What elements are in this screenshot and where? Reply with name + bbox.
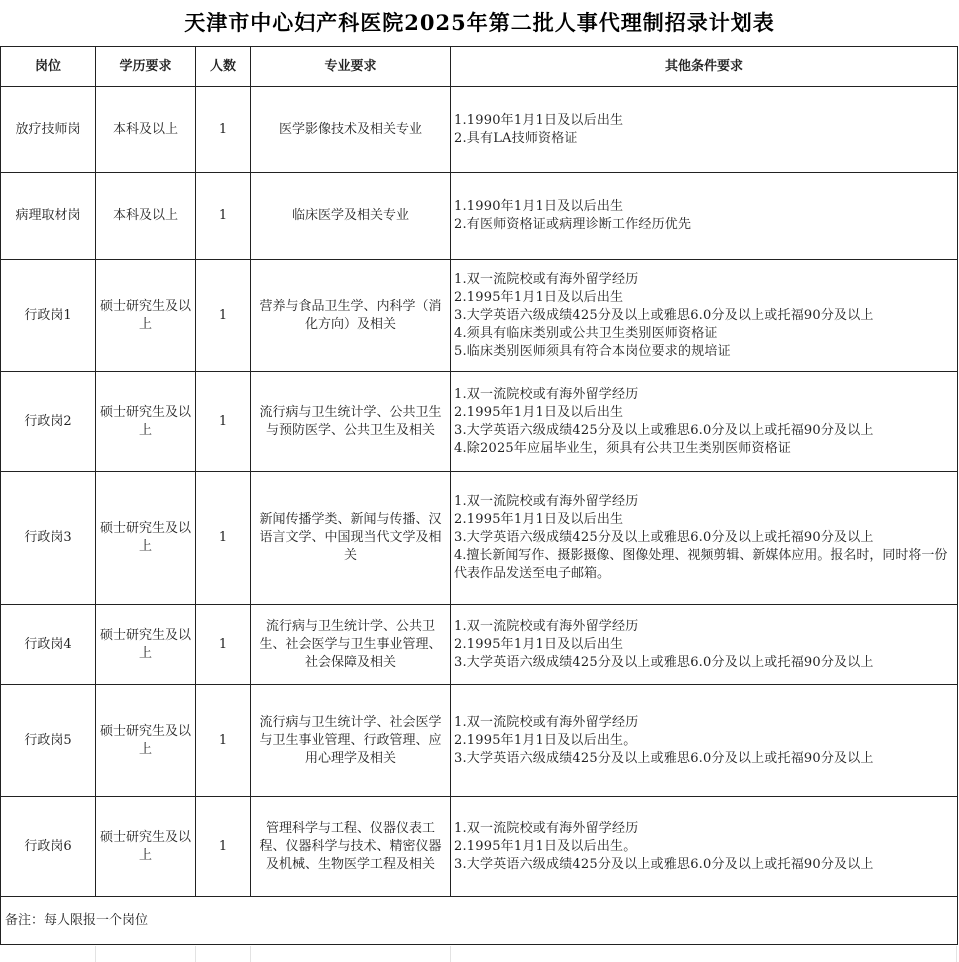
condition-line: 3.大学英语六级成绩425分及以上或雅思6.0分及以上或托福90分及以上 [454,856,874,872]
condition-line: 2.1995年1月1日及以后出生 [454,512,624,527]
condition-line: 1.1990年1月1日及以后出生 [454,112,624,128]
condition-line: 1.双一流院校或有海外留学经历 [454,714,639,730]
condition-line: 2.1995年1月1日及以后出生。 [454,838,637,854]
spreadsheet-gridlines [0,946,957,962]
cell-major: 医学影像技术及相关专业 [251,87,451,173]
cell-position: 行政岗3 [1,472,96,605]
condition-line: 1.双一流院校或有海外留学经历 [454,820,639,836]
table-row [1,685,958,797]
cell-education: 硕士研究生及以上 [96,685,196,797]
page-title: 天津市中心妇产科医院2025年第二批人事代理制招录计划表 [184,10,775,35]
cell-education: 硕士研究生及以上 [96,472,196,605]
header-position: 岗位 [1,47,96,87]
table-row [1,797,958,897]
cell-education: 硕士研究生及以上 [96,797,196,897]
cell-count: 1 [196,173,251,260]
condition-line: 3.大学英语六级成绩425分及以上或雅思6.0分及以上或托福90分及以上 [454,307,874,323]
condition-line: 3.大学英语六级成绩425分及以上或雅思6.0分及以上或托福90分及以上 [454,422,874,438]
condition-line: 1.1990年1月1日及以后出生 [454,199,624,214]
cell-major: 管理科学与工程、仪器仪表工程、仪器科学与技术、精密仪器及机械、生物医学工程及相关 [251,797,451,897]
condition-line: 4.除2025年应届毕业生，须具有公共卫生类别医师资格证 [454,440,792,456]
cell-major: 流行病与卫生统计学、公共卫生与预防医学、公共卫生及相关 [251,372,451,472]
cell-major: 营养与食品卫生学、内科学（消化方向）及相关 [251,260,451,372]
condition-line: 1.双一流院校或有海外留学经历 [454,271,639,287]
condition-line: 2.1995年1月1日及以后出生。 [454,732,637,748]
cell-position: 行政岗5 [1,685,96,797]
header-major: 专业要求 [251,47,451,87]
cell-count: 1 [196,87,251,173]
condition-line: 2.1995年1月1日及以后出生 [454,404,624,420]
condition-line: 1.双一流院校或有海外留学经历 [454,386,639,402]
condition-line: 4.须具有临床类别或公共卫生类别医师资格证 [454,325,718,341]
table-row [1,372,958,472]
cell-conditions [451,605,958,685]
cell-education: 本科及以上 [96,173,196,260]
cell-position: 病理取材岗 [1,173,96,260]
table-row [1,260,958,372]
cell-conditions [451,472,958,605]
condition-line: 4.擅长新闻写作、摄影摄像、图像处理、视频剪辑、新媒体应用。报名时，同时将一份代表作品发送至电子邮箱。 [454,548,948,581]
cell-major: 流行病与卫生统计学、公共卫生、社会医学与卫生事业管理、社会保障及相关 [251,605,451,685]
note-row [1,897,958,945]
table-row [1,173,958,260]
cell-conditions [451,372,958,472]
table-header-row [1,47,958,87]
cell-conditions [451,173,958,260]
table-row [1,472,958,605]
condition-line: 1.双一流院校或有海外留学经历 [454,618,639,634]
cell-conditions [451,260,958,372]
cell-count: 1 [196,472,251,605]
cell-position: 行政岗1 [1,260,96,372]
condition-line: 2.有医师资格证或病理诊断工作经历优先 [454,217,692,232]
cell-position: 行政岗6 [1,797,96,897]
note-text: 备注：每人限报一个岗位 [1,897,958,945]
condition-line: 2.1995年1月1日及以后出生 [454,289,624,305]
header-education: 学历要求 [96,47,196,87]
cell-count: 1 [196,260,251,372]
recruitment-table [0,46,958,945]
cell-education: 硕士研究生及以上 [96,260,196,372]
cell-count: 1 [196,797,251,897]
cell-position: 行政岗2 [1,372,96,472]
cell-major: 临床医学及相关专业 [251,173,451,260]
condition-line: 1.双一流院校或有海外留学经历 [454,494,639,509]
cell-conditions [451,797,958,897]
cell-conditions [451,685,958,797]
cell-count: 1 [196,605,251,685]
condition-line: 2.具有LA技师资格证 [454,130,578,146]
header-count: 人数 [196,47,251,87]
cell-education: 硕士研究生及以上 [96,605,196,685]
condition-line: 3.大学英语六级成绩425分及以上或雅思6.0分及以上或托福90分及以上 [454,750,874,766]
condition-line: 5.临床类别医师须具有符合本岗位要求的规培证 [454,343,731,359]
condition-line: 2.1995年1月1日及以后出生 [454,636,624,652]
cell-education: 本科及以上 [96,87,196,173]
condition-line: 3.大学英语六级成绩425分及以上或雅思6.0分及以上或托福90分及以上 [454,530,874,545]
cell-major: 流行病与卫生统计学、社会医学与卫生事业管理、行政管理、应用心理学及相关 [251,685,451,797]
cell-count: 1 [196,685,251,797]
cell-count: 1 [196,372,251,472]
cell-major: 新闻传播学类、新闻与传播、汉语言文学、中国现当代文学及相关 [251,472,451,605]
table-row [1,87,958,173]
cell-position: 行政岗4 [1,605,96,685]
table-row [1,605,958,685]
condition-line: 3.大学英语六级成绩425分及以上或雅思6.0分及以上或托福90分及以上 [454,654,874,670]
cell-education: 硕士研究生及以上 [96,372,196,472]
cell-conditions [451,87,958,173]
cell-position: 放疗技师岗 [1,87,96,173]
header-other-conditions: 其他条件要求 [451,47,958,87]
